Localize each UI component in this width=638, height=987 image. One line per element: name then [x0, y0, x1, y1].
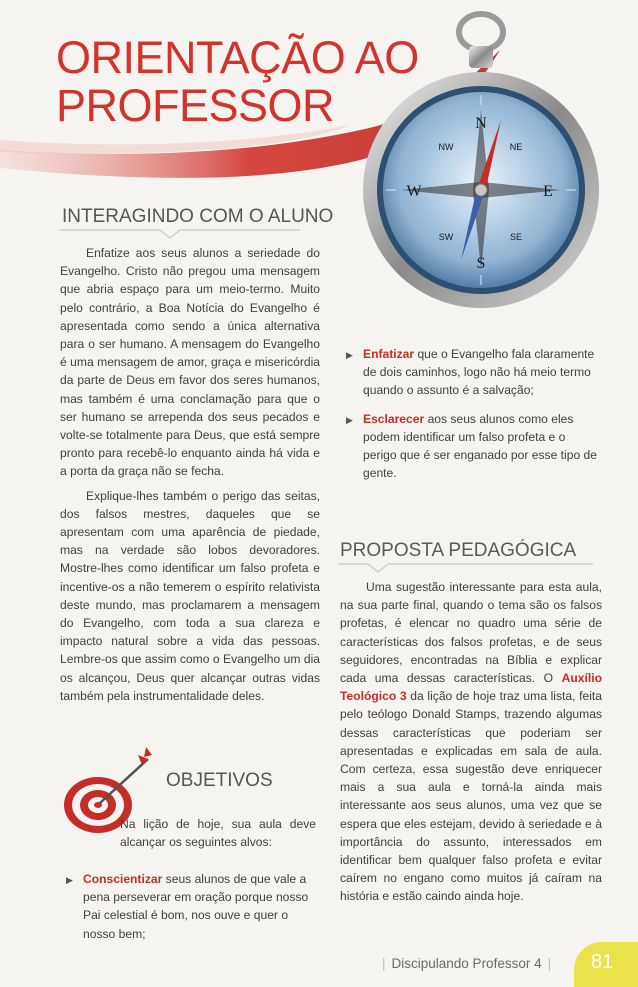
proposta-bold-ref: Auxílio Teológico 3 — [340, 671, 602, 704]
bullet-arrow-icon: ▶ — [66, 875, 73, 885]
section-underline — [338, 562, 593, 576]
objetivo-verb: Esclarecer — [363, 411, 425, 426]
compass-sw-label: SW — [438, 232, 454, 242]
compass-e-label: E — [543, 183, 553, 200]
objetivos-intro: Na lição de hoje, sua aula deve alcançar os seguintes alvos: — [120, 817, 316, 850]
footer-pipe: | — [382, 956, 386, 971]
footer-pipe: | — [547, 956, 552, 971]
compass-nw-label: NW — [438, 142, 454, 152]
interagindo-paragraph-1: Enfatize aos seus alunos a seriedade do Evangelho. Cristo não pregou uma mensagem que abria espaço para um meio-termo. Muito pelo contrário, a Boa Notícia do Evangelho é apresentada como sendo a única alternativa para o ser humano. A mensagem do Evangelho é uma mensagem de amor, graça e misericórdia da parte de Deus em favor dos seres humanos, mas também é uma conclamação para que o ser humano se arrependa dos seus pecados e volte-se totalmente para Deus, que está sempre pronto para recebê-lo enquanto ainda há vida e a porta da graça não se fecha. — [60, 246, 320, 479]
objetivo-verb: Conscientizar — [83, 872, 163, 886]
compass-s-label: S — [476, 255, 486, 272]
objetivo-text: que o Evangelho fala claramente de dois caminhos, logo não há meio termo quando o assunto é a salvação; — [363, 347, 595, 398]
proposta-body — [340, 578, 602, 906]
objetivo-text: aos seus alunos como eles podem identificar um falso profeta e o perigo que é ser enganado por esse tipo de gente. — [363, 411, 597, 481]
page-title-line2: PROFESSOR — [56, 80, 335, 131]
objetivo-verb: Enfatizar — [363, 347, 415, 361]
objetivos-list-left — [60, 870, 320, 953]
page-number: 81 — [591, 951, 614, 973]
objetivo-text: seus alunos de que vale a pena perseverar em oração porque nosso Pai celestial é bom, nos ouve e quer o nosso bem; — [83, 872, 309, 941]
interagindo-paragraph-2: Explique-lhes também o perigo das seitas, dos falsos mestres, daqueles que se apresentam com uma aparência de piedade, mas na verdade são lobos devoradores. Mostre-lhes como identificar um falso profeta e incentive-os a não temerem o espírito relativista deste mundo, mas proclamarem a mensagem do Evangelho, com toda a sua clareza e impacto natural sobre a vida das pessoas. Lembre-os que assim como o Evangelho um dia os alcançou, Deus quer alcançar outras vidas também pela instrumentalidade deles. — [60, 488, 320, 703]
compass-n-label: N — [475, 115, 487, 132]
proposta-paragraph — [340, 578, 602, 906]
proposta-text-2: da lição de hoje traz uma lista, feita pelo teólogo Donald Stamps, trazendo algumas dessas características que poderiam ser apresentadas e explicadas em sala de aula. Com certeza, essa sugestão deve enriquecer mais a sua aula e torná-la ainda mais interessante aos seus alunos, uma vez que se espera que eles estejam, devido à seriedade e à importância do assunto, interessados em identificar bem qualquer falso profeta e evitar caírem no engano como muitos já caíram na história e estão caindo ainda hoje. — [340, 689, 603, 904]
section-title-proposta: PROPOSTA PEDAGÓGICA — [340, 540, 577, 561]
section-title-objetivos: OBJETIVOS — [166, 770, 273, 791]
compass-se-label: SE — [509, 232, 523, 242]
proposta-text-1: Uma sugestão interessante para esta aula, na sua parte final, quando o tema são os falsos profetas, é elencar no quadro uma série de características dos falsos profetas, e de seus seguidores, encontradas na Bíblia e explicar cada uma dessas características. O — [340, 580, 602, 686]
objetivo-item — [340, 345, 602, 400]
interagindo-body — [60, 244, 320, 705]
section-underline — [60, 228, 300, 242]
section-title-interagindo: INTERAGINDO COM O ALUNO — [62, 206, 334, 227]
footer-book-title: Discipulando Professor 4 — [391, 956, 542, 971]
bullet-arrow-icon: ▶ — [346, 414, 353, 425]
objetivo-item — [60, 870, 320, 943]
bullet-arrow-icon: ▶ — [346, 350, 353, 360]
objetivo-item — [340, 410, 602, 483]
page-title-line1: ORIENTAÇÃO AO — [56, 32, 419, 83]
compass-ne-label: NE — [509, 142, 523, 152]
compass-w-label: W — [406, 183, 422, 200]
objetivos-list-right — [340, 345, 602, 492]
footer — [376, 956, 557, 971]
compass-icon — [356, 10, 602, 310]
